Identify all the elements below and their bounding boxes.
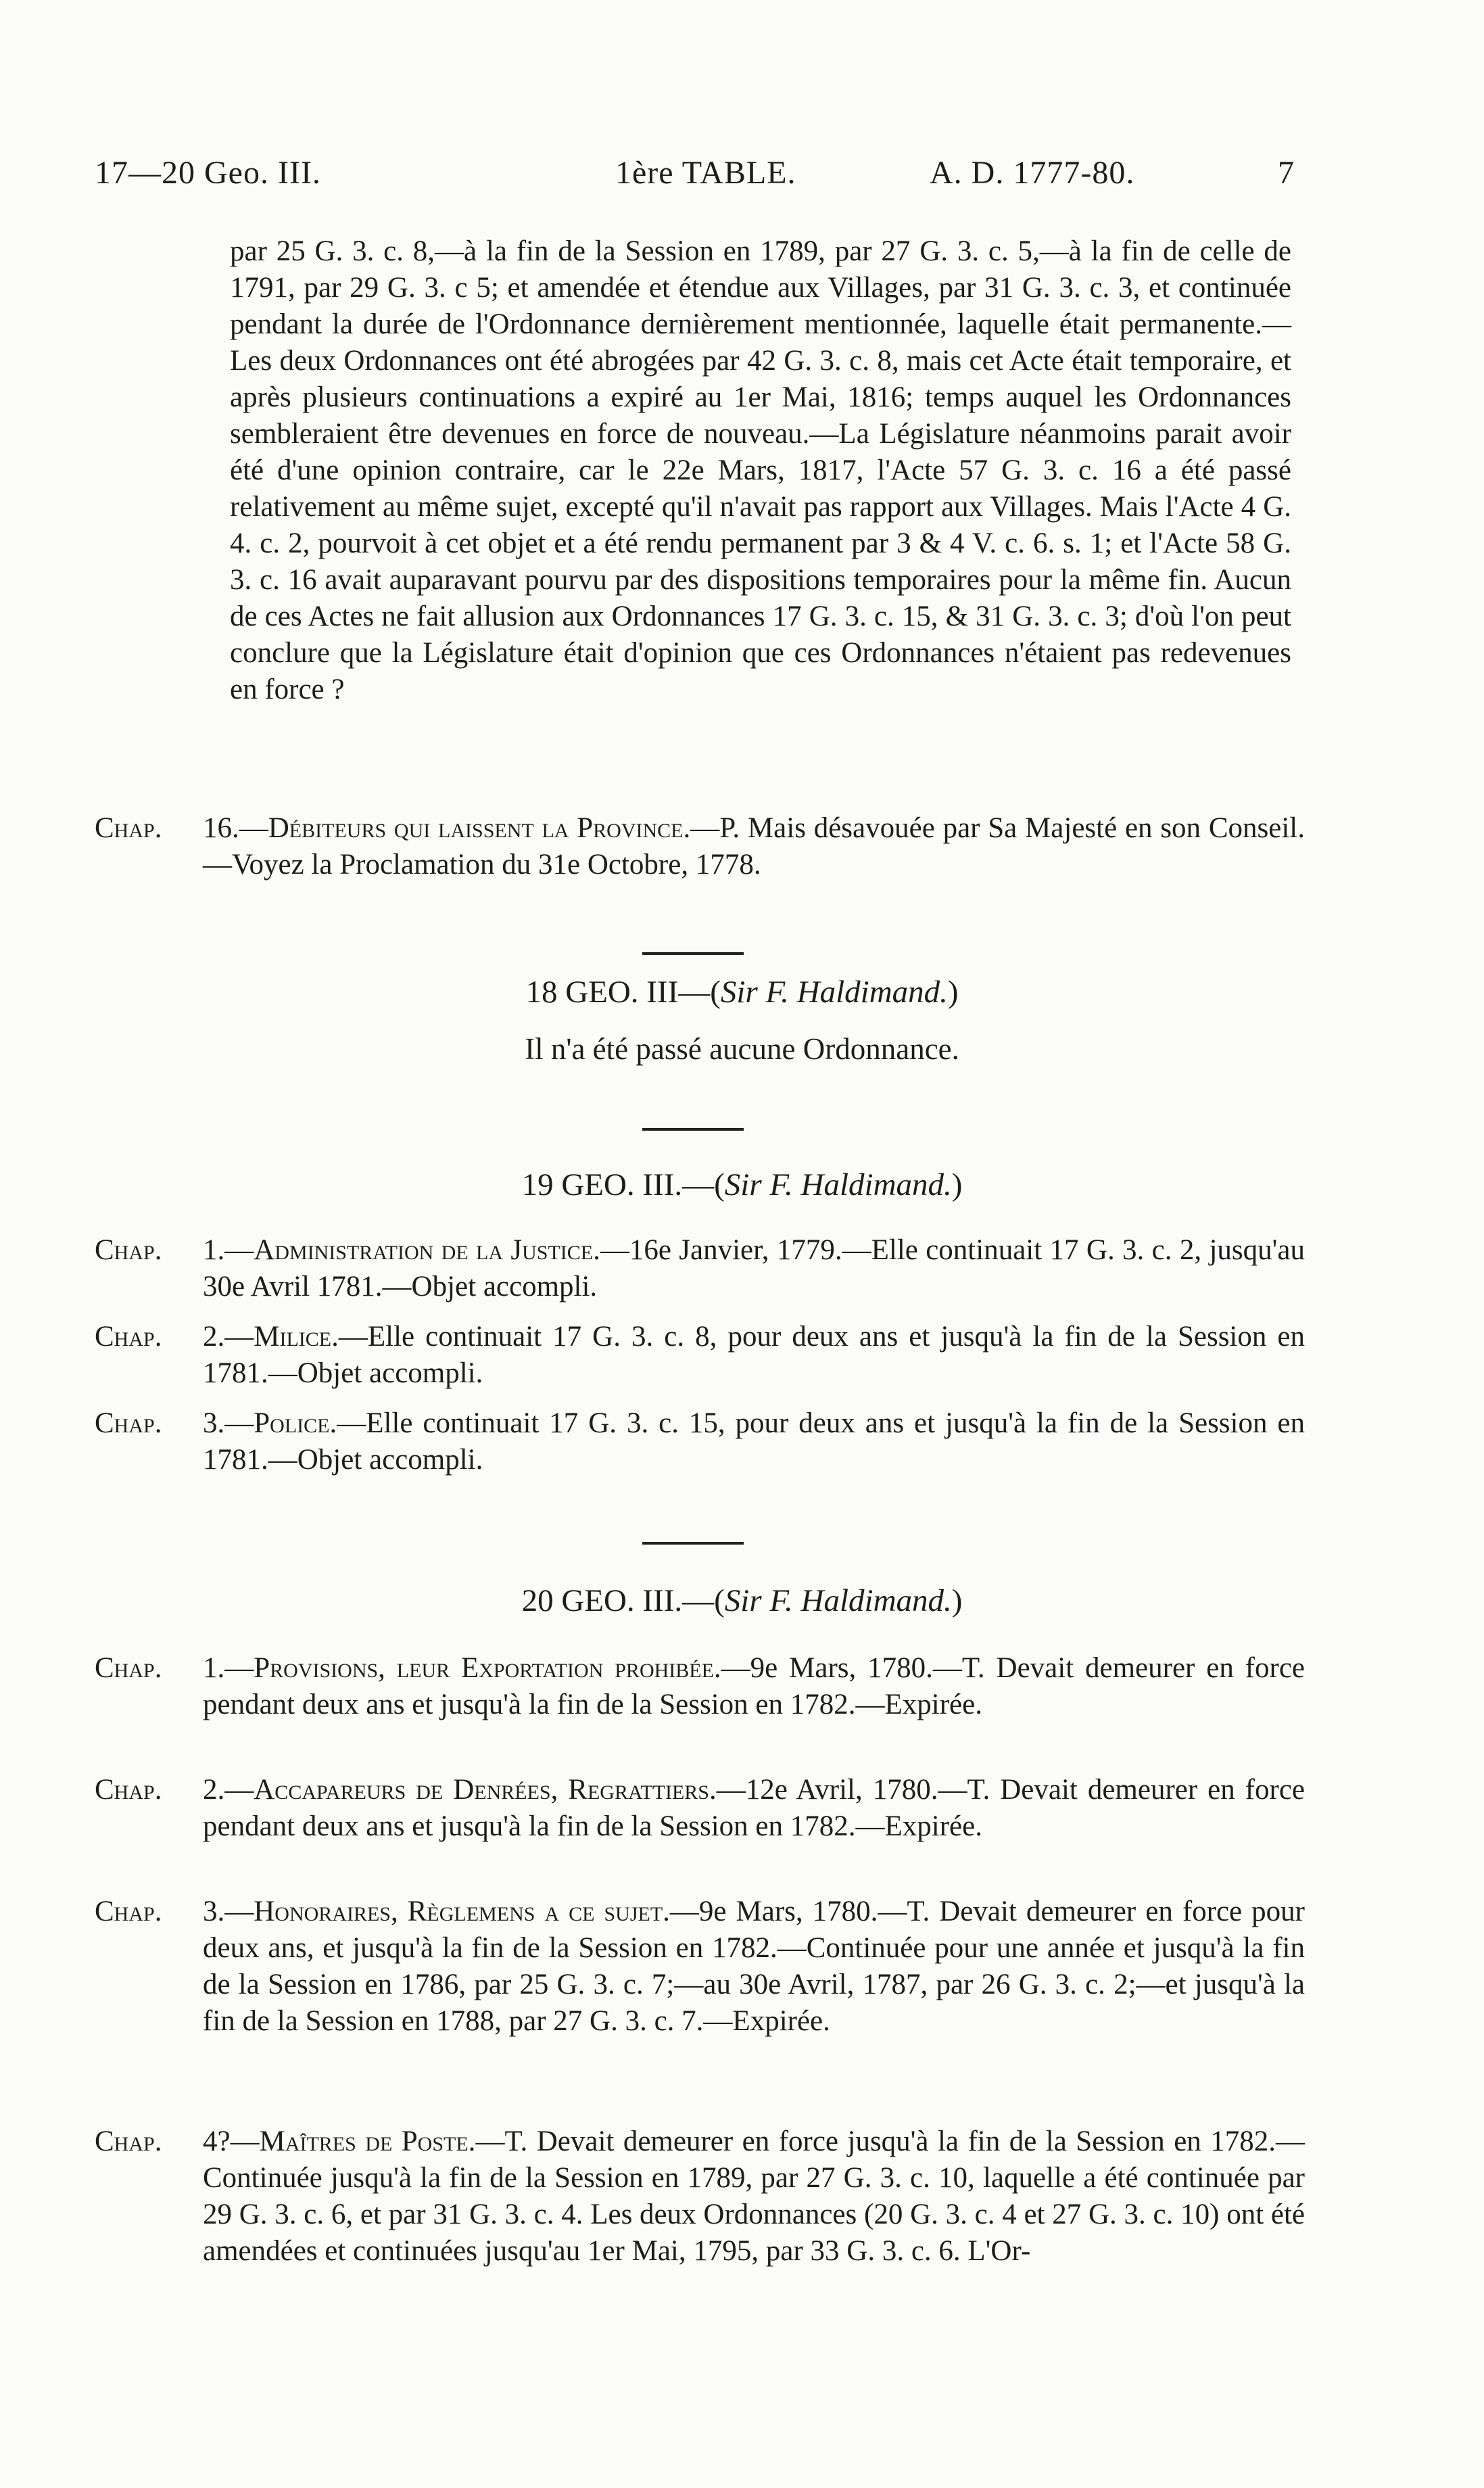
- continuation-paragraph: par 25 G. 3. c. 8,—à la fin de la Session en 1789, par 27 G. 3. c. 5,—à la fin de celle de 1791, par 29 G. 3. c 5; et amendée et étendue aux Villages, par 31 G. 3. c. 3, et continuée pendant la durée de l'Ordonnance dernièrement mentionnée, laquelle était permanente.—Les deux Ordonnances ont été abrogées par 42 G. 3. c. 8, mais cet Acte était temporaire, et après plusieurs continuations a expiré au 1er Mai, 1816; temps auquel les Ordonnances sembleraient être devenues en force de nouveau.—La Législature néanmoins parait avoir été d'une opinion contraire, car le 22e Mars, 1817, l'Acte 57 G. 3. c. 16 a été passé relativement au même sujet, excepté qu'il n'avait pas rapport aux Villages. Mais l'Acte 4 G. 4. c. 2, pourvoit à cet objet et a été rendu permanent par 3 & 4 V. c. 6. s. 1; et l'Acte 58 G. 3. c. 16 avait auparavant pourvu par des dispositions temporaires pour la même fin. Aucun de ces Actes ne fait allusion aux Ordonnances 17 G. 3. c. 15, & 31 G. 3. c. 3; d'où l'on peut conclure que la Législature était d'opinion que ces Ordonnances n'étaient pas redevenues en force ?: [230, 235, 1291, 705]
- chapter-content: [203, 1232, 1305, 1305]
- chapter-content: [203, 1405, 1305, 1478]
- chapter-title: Maîtres de Poste.: [259, 2126, 476, 2157]
- page-number: 7: [1278, 155, 1295, 191]
- chapter-label: Chap.: [95, 1234, 162, 1266]
- chapter-label: Chap.: [95, 1774, 162, 1806]
- header-left: 17—20 Geo. III.: [95, 155, 321, 191]
- chapter-number: 16.—: [203, 812, 268, 844]
- chapter-title: Police.: [254, 1407, 337, 1439]
- chapter-20-4: [95, 2123, 1305, 2270]
- chapter-text: —P. Mais désavouée par Sa Majesté en son Conseil.—Voyez la Proclamation du 31e Octobre, 1778.: [203, 812, 1305, 881]
- section-divider: [642, 1542, 744, 1545]
- chapter-content: [203, 1650, 1305, 1723]
- section-title-close: ): [951, 1583, 963, 1618]
- chapter-title: Accapareurs de Denrées, Regrattiers.: [254, 1774, 717, 1806]
- section-title-text: 20 GEO. III.—(: [521, 1583, 725, 1618]
- section-title-close: ): [947, 975, 959, 1010]
- section-18-note: Il n'a été passé aucune Ordonnance.: [525, 1032, 959, 1066]
- header-center: 1ère TABLE.: [615, 155, 796, 191]
- section-divider: [642, 1128, 744, 1131]
- chapter-number: 2.—: [203, 1321, 254, 1353]
- chapter-text: —16e Janvier, 1779.—Elle continuait 17 G. 3. c. 2, jusqu'au 30e Avril 1781.—Objet accompli.: [203, 1234, 1305, 1302]
- chapter-19-3: [95, 1405, 1305, 1478]
- chapter-label: Chap.: [95, 1407, 162, 1439]
- section-18-title: [0, 974, 1484, 1010]
- chapter-label: Chap.: [95, 2126, 162, 2157]
- section-title-governor: Sir F. Haldimand.: [724, 1583, 952, 1618]
- chapter-text: —12e Avril, 1780.—T. Devait demeurer en force pendant deux ans et jusqu'à la fin de la Session en 1782.—Expirée.: [203, 1774, 1305, 1842]
- chapter-20-1: [95, 1650, 1305, 1723]
- chapter-title: Débiteurs qui laissent la Province.: [268, 812, 691, 844]
- chapter-label: Chap.: [95, 1321, 162, 1353]
- chapter-text: —T. Devait demeurer en force jusqu'à la fin de la Session en 1782.—Continuée jusqu'à la fin de la Session en 1789, par 27 G. 3. c. 10, laquelle a été continuée par 29 G. 3. c. 6, et par 31 G. 3. c. 4. Les deux Ordonnances (20 G. 3. c. 4 et 27 G. 3. c. 10) ont été amendées et continuées jusqu'au 1er Mai, 1795, par 33 G. 3. c. 6. L'Or-: [203, 2126, 1306, 2267]
- section-title-governor: Sir F. Haldimand.: [720, 975, 948, 1010]
- chapter-number: 3.—: [203, 1407, 254, 1439]
- chapter-number: 2.—: [203, 1774, 254, 1806]
- section-19-title: [0, 1167, 1484, 1203]
- chapter-label: Chap.: [95, 812, 162, 844]
- chapter-title: Provisions, leur Exportation prohibée.: [254, 1652, 721, 1684]
- chapter-text: —Elle continuait 17 G. 3. c. 15, pour deux ans et jusqu'à la fin de la Session en 1781.—Objet accompli.: [203, 1407, 1305, 1476]
- section-title-close: ): [951, 1167, 963, 1202]
- section-title-governor: Sir F. Haldimand.: [724, 1167, 952, 1202]
- chapter-number: 1.—: [203, 1652, 254, 1684]
- chapter-title: Milice.: [254, 1321, 339, 1353]
- chapter-content: [203, 2123, 1305, 2270]
- chapter-content: [203, 1772, 1305, 1845]
- chapter-title: Administration de la Justice.: [254, 1234, 600, 1266]
- chapter-label: Chap.: [95, 1896, 162, 1927]
- chapter-number: 1.—: [203, 1234, 254, 1266]
- header-right: A. D. 1777-80.: [930, 155, 1135, 191]
- chapter-content: [203, 1894, 1305, 2040]
- chapter-title: Honoraires, Règlemens a ce sujet.: [254, 1896, 670, 1927]
- chapter-text: —Elle continuait 17 G. 3. c. 8, pour deux ans et jusqu'à la fin de la Session en 1781.—Objet accompli.: [203, 1321, 1305, 1389]
- chapter-number: 3.—: [203, 1896, 254, 1927]
- chapter-content: [203, 810, 1305, 883]
- chapter-text: —9e Mars, 1780.—T. Devait demeurer en force pendant deux ans et jusqu'à la fin de la Session en 1782.—Expirée.: [203, 1652, 1305, 1720]
- section-title-text: 19 GEO. III.—(: [521, 1167, 725, 1202]
- chapter-number: 4?—: [203, 2126, 260, 2157]
- section-title-text: 18 GEO. III—(: [525, 975, 721, 1010]
- chapter-20-2: [95, 1772, 1305, 1845]
- section-divider: [642, 952, 744, 955]
- chapter-text: —9e Mars, 1780.—T. Devait demeurer en force pour deux ans, et jusqu'à la fin de la Session en 1782.—Continuée pour une année et jusqu'à la fin de la Session en 1786, par 25 G. 3. c. 7;—au 30e Avril, 1787, par 26 G. 3. c. 2;—et jusqu'à la fin de la Session en 1788, par 27 G. 3. c. 7.—Expirée.: [203, 1896, 1305, 2037]
- chapter-19-1: [95, 1232, 1305, 1305]
- chapter-20-3: [95, 1894, 1305, 2040]
- chapter-content: [203, 1319, 1305, 1392]
- section-20-title: [0, 1582, 1484, 1619]
- chapter-19-2: [95, 1319, 1305, 1392]
- running-header: [95, 154, 1312, 195]
- chapter-label: Chap.: [95, 1652, 162, 1684]
- chapter-16: [95, 810, 1305, 883]
